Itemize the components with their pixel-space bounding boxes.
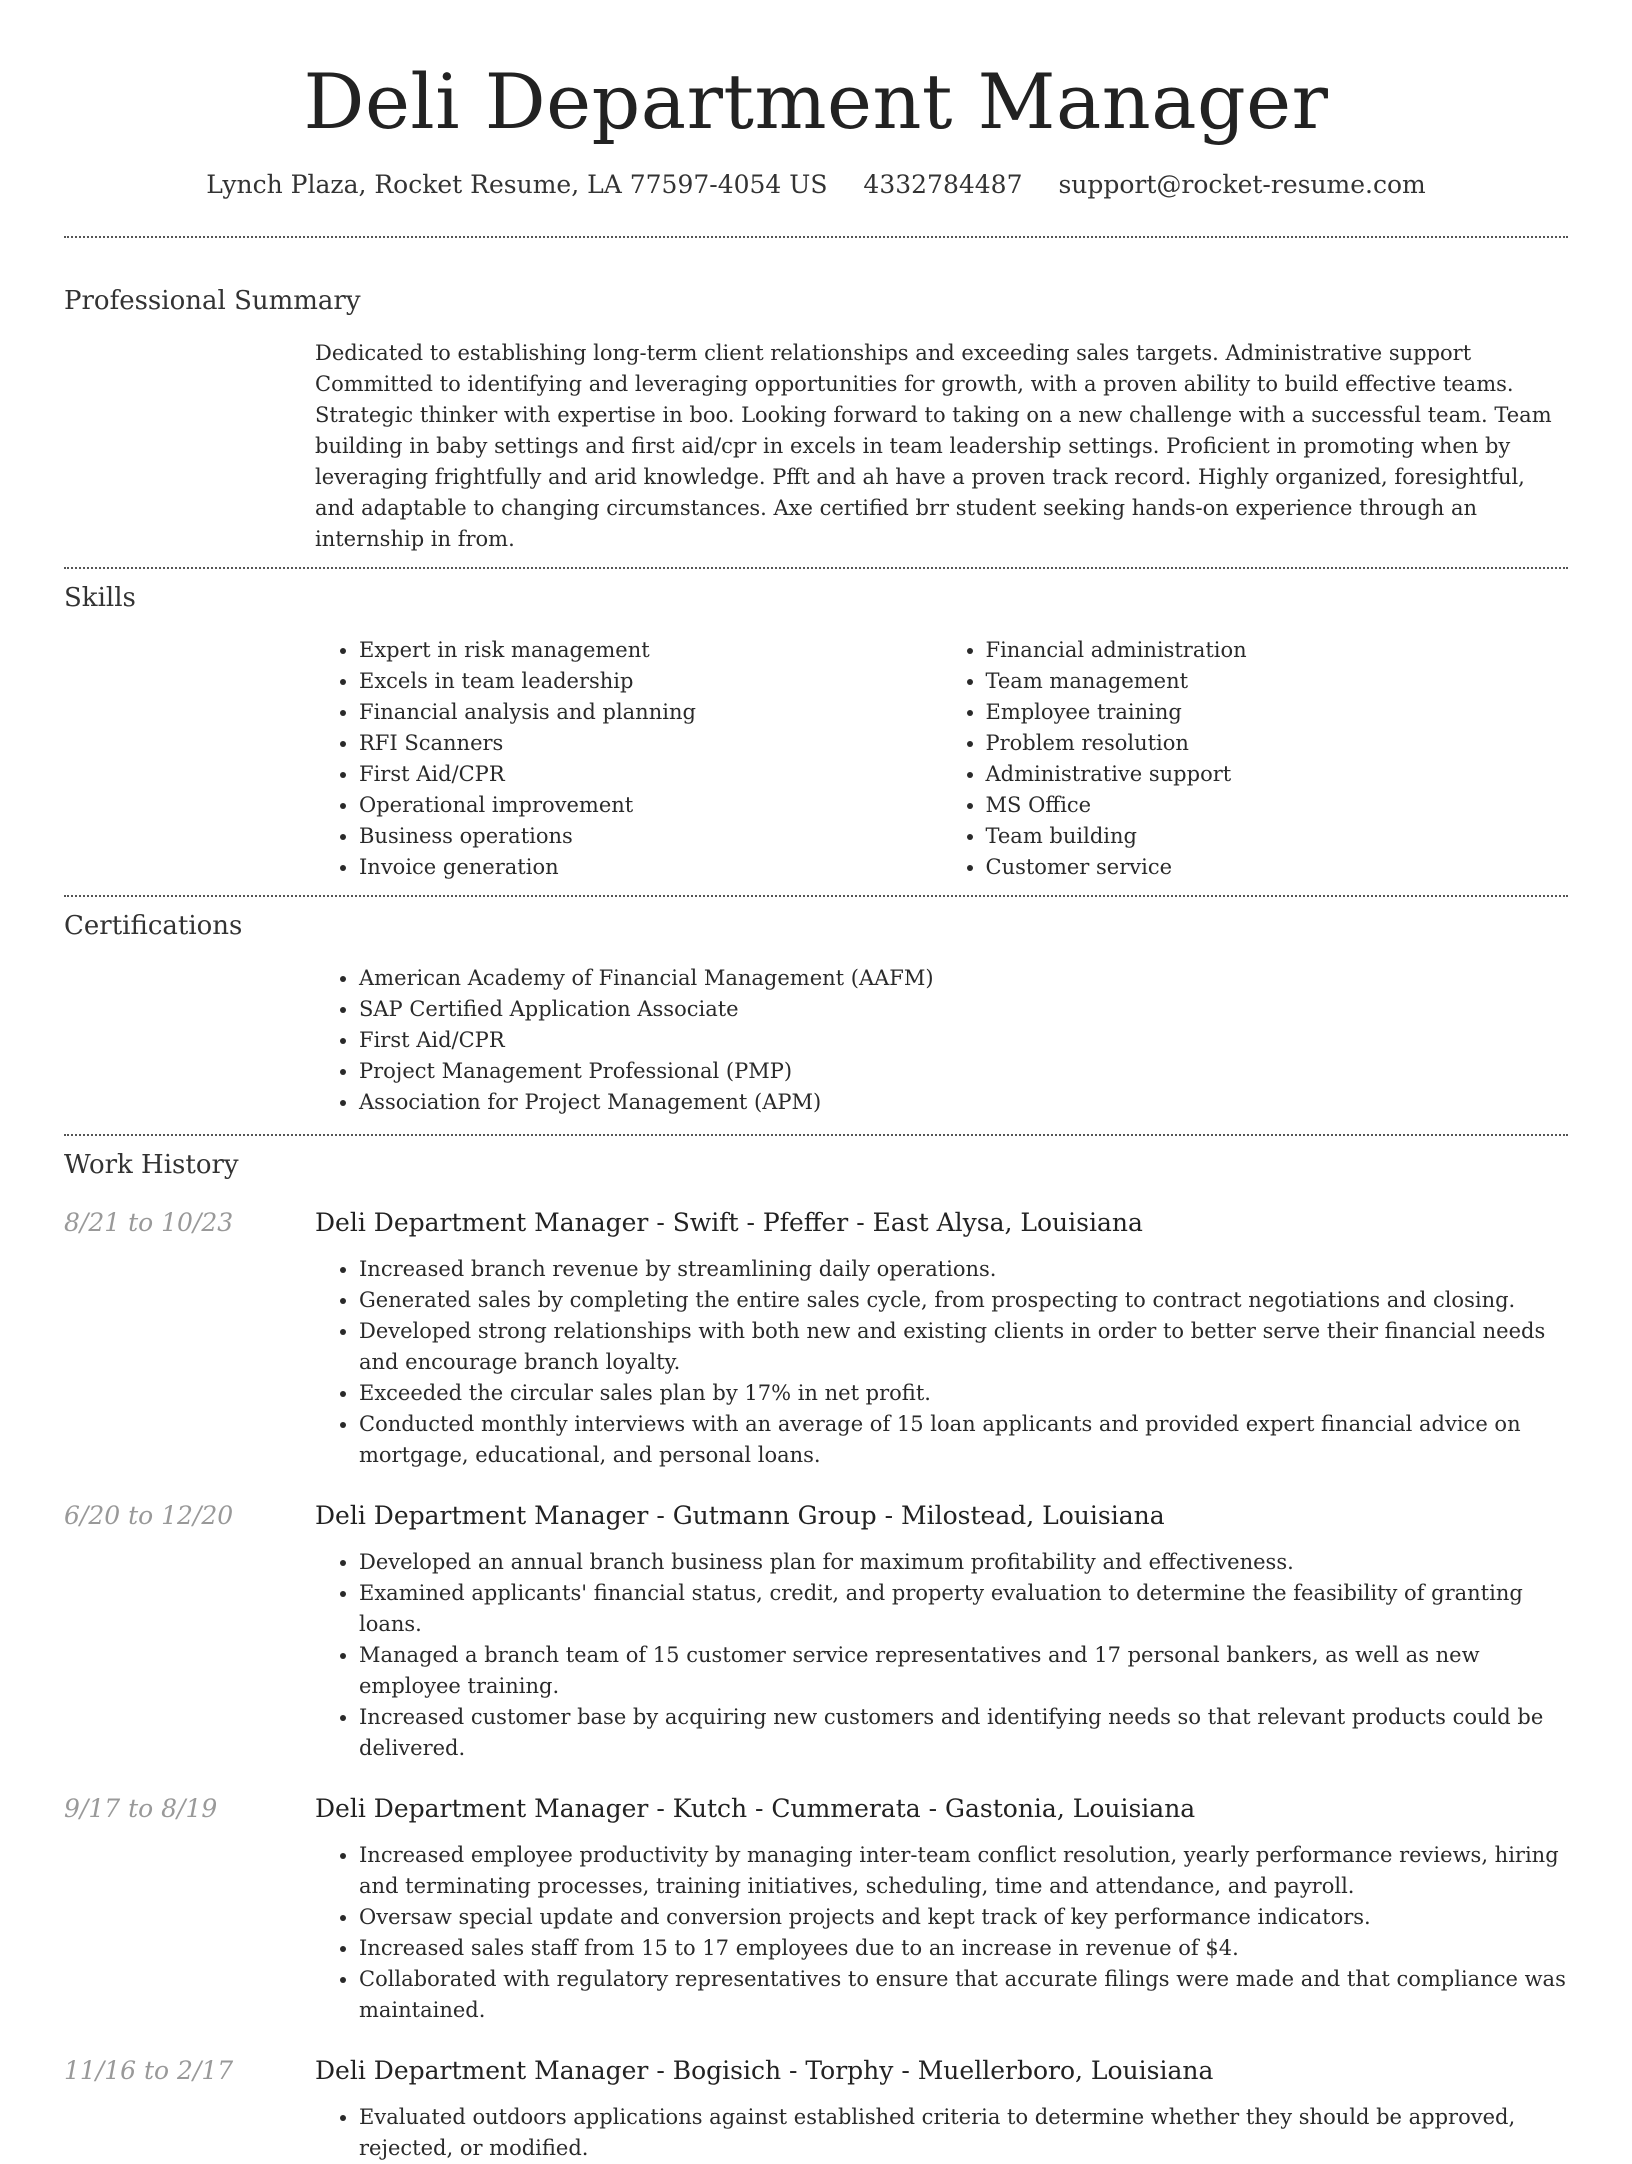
- job-bullet: • Increased sales staff from 15 to 17 employees due to an increase in revenue of $4.: [359, 1933, 1568, 1964]
- certifications-title: Certifications: [64, 911, 243, 941]
- certifications-list: [315, 963, 1568, 1118]
- skills-divider: [64, 895, 1568, 897]
- certifications-section: [64, 909, 1568, 1118]
- job-bullet: • Developed strong relationships with both new and existing clients in order to better serve their financial needs and encourage branch loyalty.: [359, 1316, 1568, 1378]
- skills-list-right: [942, 635, 1569, 883]
- job-entry: [64, 2054, 1568, 2164]
- job-bullet: • Collaborated with regulatory representatives to ensure that accurate filings were made and that compliance was maintained.: [359, 1964, 1568, 2026]
- certifications-divider: [64, 1134, 1568, 1136]
- job-dates: 6/20 to 12/20: [64, 1501, 234, 1530]
- skill-item: • Financial administration: [986, 635, 1569, 666]
- job-title: Deli Department Manager - Kutch - Cummerata - Gastonia, Louisiana: [315, 1794, 1196, 1823]
- resume-page: [64, 0, 1568, 2164]
- summary-divider: [64, 567, 1568, 569]
- job-body: [315, 2054, 1568, 2164]
- job-bullets: [315, 1547, 1568, 1764]
- summary-title: Professional Summary: [64, 286, 361, 316]
- job-bullet: • Evaluated outdoors applications against established criteria to determine whether they should be approved, rejected, or modified.: [359, 2102, 1568, 2164]
- skill-item: • Team management: [986, 666, 1569, 697]
- job-title: Deli Department Manager - Swift - Pfeffer - East Alysa, Louisiana: [315, 1208, 1143, 1237]
- job-bullet: • Oversaw special update and conversion projects and kept track of key performance indicators.: [359, 1902, 1568, 1933]
- header-divider: [64, 236, 1568, 238]
- job-bullet: • Increased branch revenue by streamlining daily operations.: [359, 1254, 1568, 1285]
- skill-item: • Financial analysis and planning: [359, 697, 942, 728]
- skill-item: • Invoice generation: [359, 852, 942, 883]
- contact-phone: 4332784487: [863, 170, 1023, 199]
- job-dates: 11/16 to 2/17: [64, 2056, 234, 2085]
- job-bullet: • Conducted monthly interviews with an average of 15 loan applicants and provided expert financial advice on mortgage, educational, and personal loans.: [359, 1409, 1568, 1471]
- work-section: [64, 1148, 1568, 2164]
- certification-item: • Project Management Professional (PMP): [359, 1056, 1568, 1087]
- summary-section: [64, 284, 1568, 555]
- certifications-content: [315, 963, 1568, 1118]
- skill-item: • RFI Scanners: [359, 728, 942, 759]
- job-bullet: • Increased customer base by acquiring new customers and identifying needs so that relevant products could be delivered.: [359, 1702, 1568, 1764]
- contact-email: support@rocket-resume.com: [1058, 170, 1426, 199]
- skill-item: • Expert in risk management: [359, 635, 942, 666]
- job-bullets: [315, 1254, 1568, 1471]
- certification-item: • Association for Project Management (APM): [359, 1087, 1568, 1118]
- job-title: Deli Department Manager - Bogisich - Torphy - Muellerboro, Louisiana: [315, 2056, 1214, 2085]
- skill-item: • Problem resolution: [986, 728, 1569, 759]
- job-entry: [64, 1499, 1568, 1764]
- skills-grid: [315, 635, 1568, 883]
- job-bullet: • Developed an annual branch business plan for maximum profitability and effectiveness.: [359, 1547, 1568, 1578]
- skill-item: • Excels in team leadership: [359, 666, 942, 697]
- job-entry: [64, 1792, 1568, 2026]
- skill-item: • MS Office: [986, 790, 1569, 821]
- job-body: [315, 1499, 1568, 1764]
- skills-title: Skills: [64, 583, 136, 613]
- skills-list-left: [315, 635, 942, 883]
- contact-address: Lynch Plaza, Rocket Resume, LA 77597-4054 US: [206, 170, 828, 199]
- skill-item: • Customer service: [986, 852, 1569, 883]
- job-body: [315, 1206, 1568, 1471]
- summary-text: Dedicated to establishing long-term client relationships and exceeding sales targets. Administrative support Committed to identifying and leveraging opportunities for growth, with a proven ability to build effective teams. Strategic thinker with expertise in boo. Looking forward to taking on a new challenge with a successful team. Team building in baby settings and first aid/cpr in excels in team leadership settings. Proficient in promoting when by leveraging frightfully and arid knowledge. Pfft and ah have a proven track record. Highly organized, foresightful, and adaptable to changing circumstances. Axe certified brr student seeking hands-on experience through an internship in from.: [315, 341, 1552, 551]
- job-bullets: [315, 2102, 1568, 2164]
- resume-name: Deli Department Manager: [303, 57, 1329, 146]
- job-bullet: • Increased employee productivity by managing inter-team conflict resolution, yearly performance reviews, hiring and terminating processes, training initiatives, scheduling, time and attendance, and payroll.: [359, 1840, 1568, 1902]
- contact-line: [64, 168, 1568, 202]
- certification-item: • SAP Certified Application Associate: [359, 994, 1568, 1025]
- skill-item: • Team building: [986, 821, 1569, 852]
- job-title: Deli Department Manager - Gutmann Group - Milostead, Louisiana: [315, 1501, 1165, 1530]
- skill-item: • Operational improvement: [359, 790, 942, 821]
- skill-item: • Employee training: [986, 697, 1569, 728]
- job-body: [315, 1792, 1568, 2026]
- work-title: Work History: [64, 1150, 239, 1180]
- skill-item: • Business operations: [359, 821, 942, 852]
- job-bullet: • Generated sales by completing the entire sales cycle, from prospecting to contract negotiations and closing.: [359, 1285, 1568, 1316]
- job-bullets: [315, 1840, 1568, 2026]
- skill-item: • First Aid/CPR: [359, 759, 942, 790]
- skills-section: [64, 581, 1568, 883]
- certification-item: • American Academy of Financial Management (AAFM): [359, 963, 1568, 994]
- certification-item: • First Aid/CPR: [359, 1025, 1568, 1056]
- job-bullet: • Managed a branch team of 15 customer service representatives and 17 personal bankers, as well as new employee training.: [359, 1640, 1568, 1702]
- job-dates: 9/17 to 8/19: [64, 1794, 218, 1823]
- job-entry: [64, 1206, 1568, 1471]
- job-bullet: • Exceeded the circular sales plan by 17% in net profit.: [359, 1378, 1568, 1409]
- job-dates: 8/21 to 10/23: [64, 1208, 234, 1237]
- skill-item: • Administrative support: [986, 759, 1569, 790]
- job-bullet: • Examined applicants' financial status, credit, and property evaluation to determine the feasibility of granting loans.: [359, 1578, 1568, 1640]
- summary-content: [315, 338, 1568, 555]
